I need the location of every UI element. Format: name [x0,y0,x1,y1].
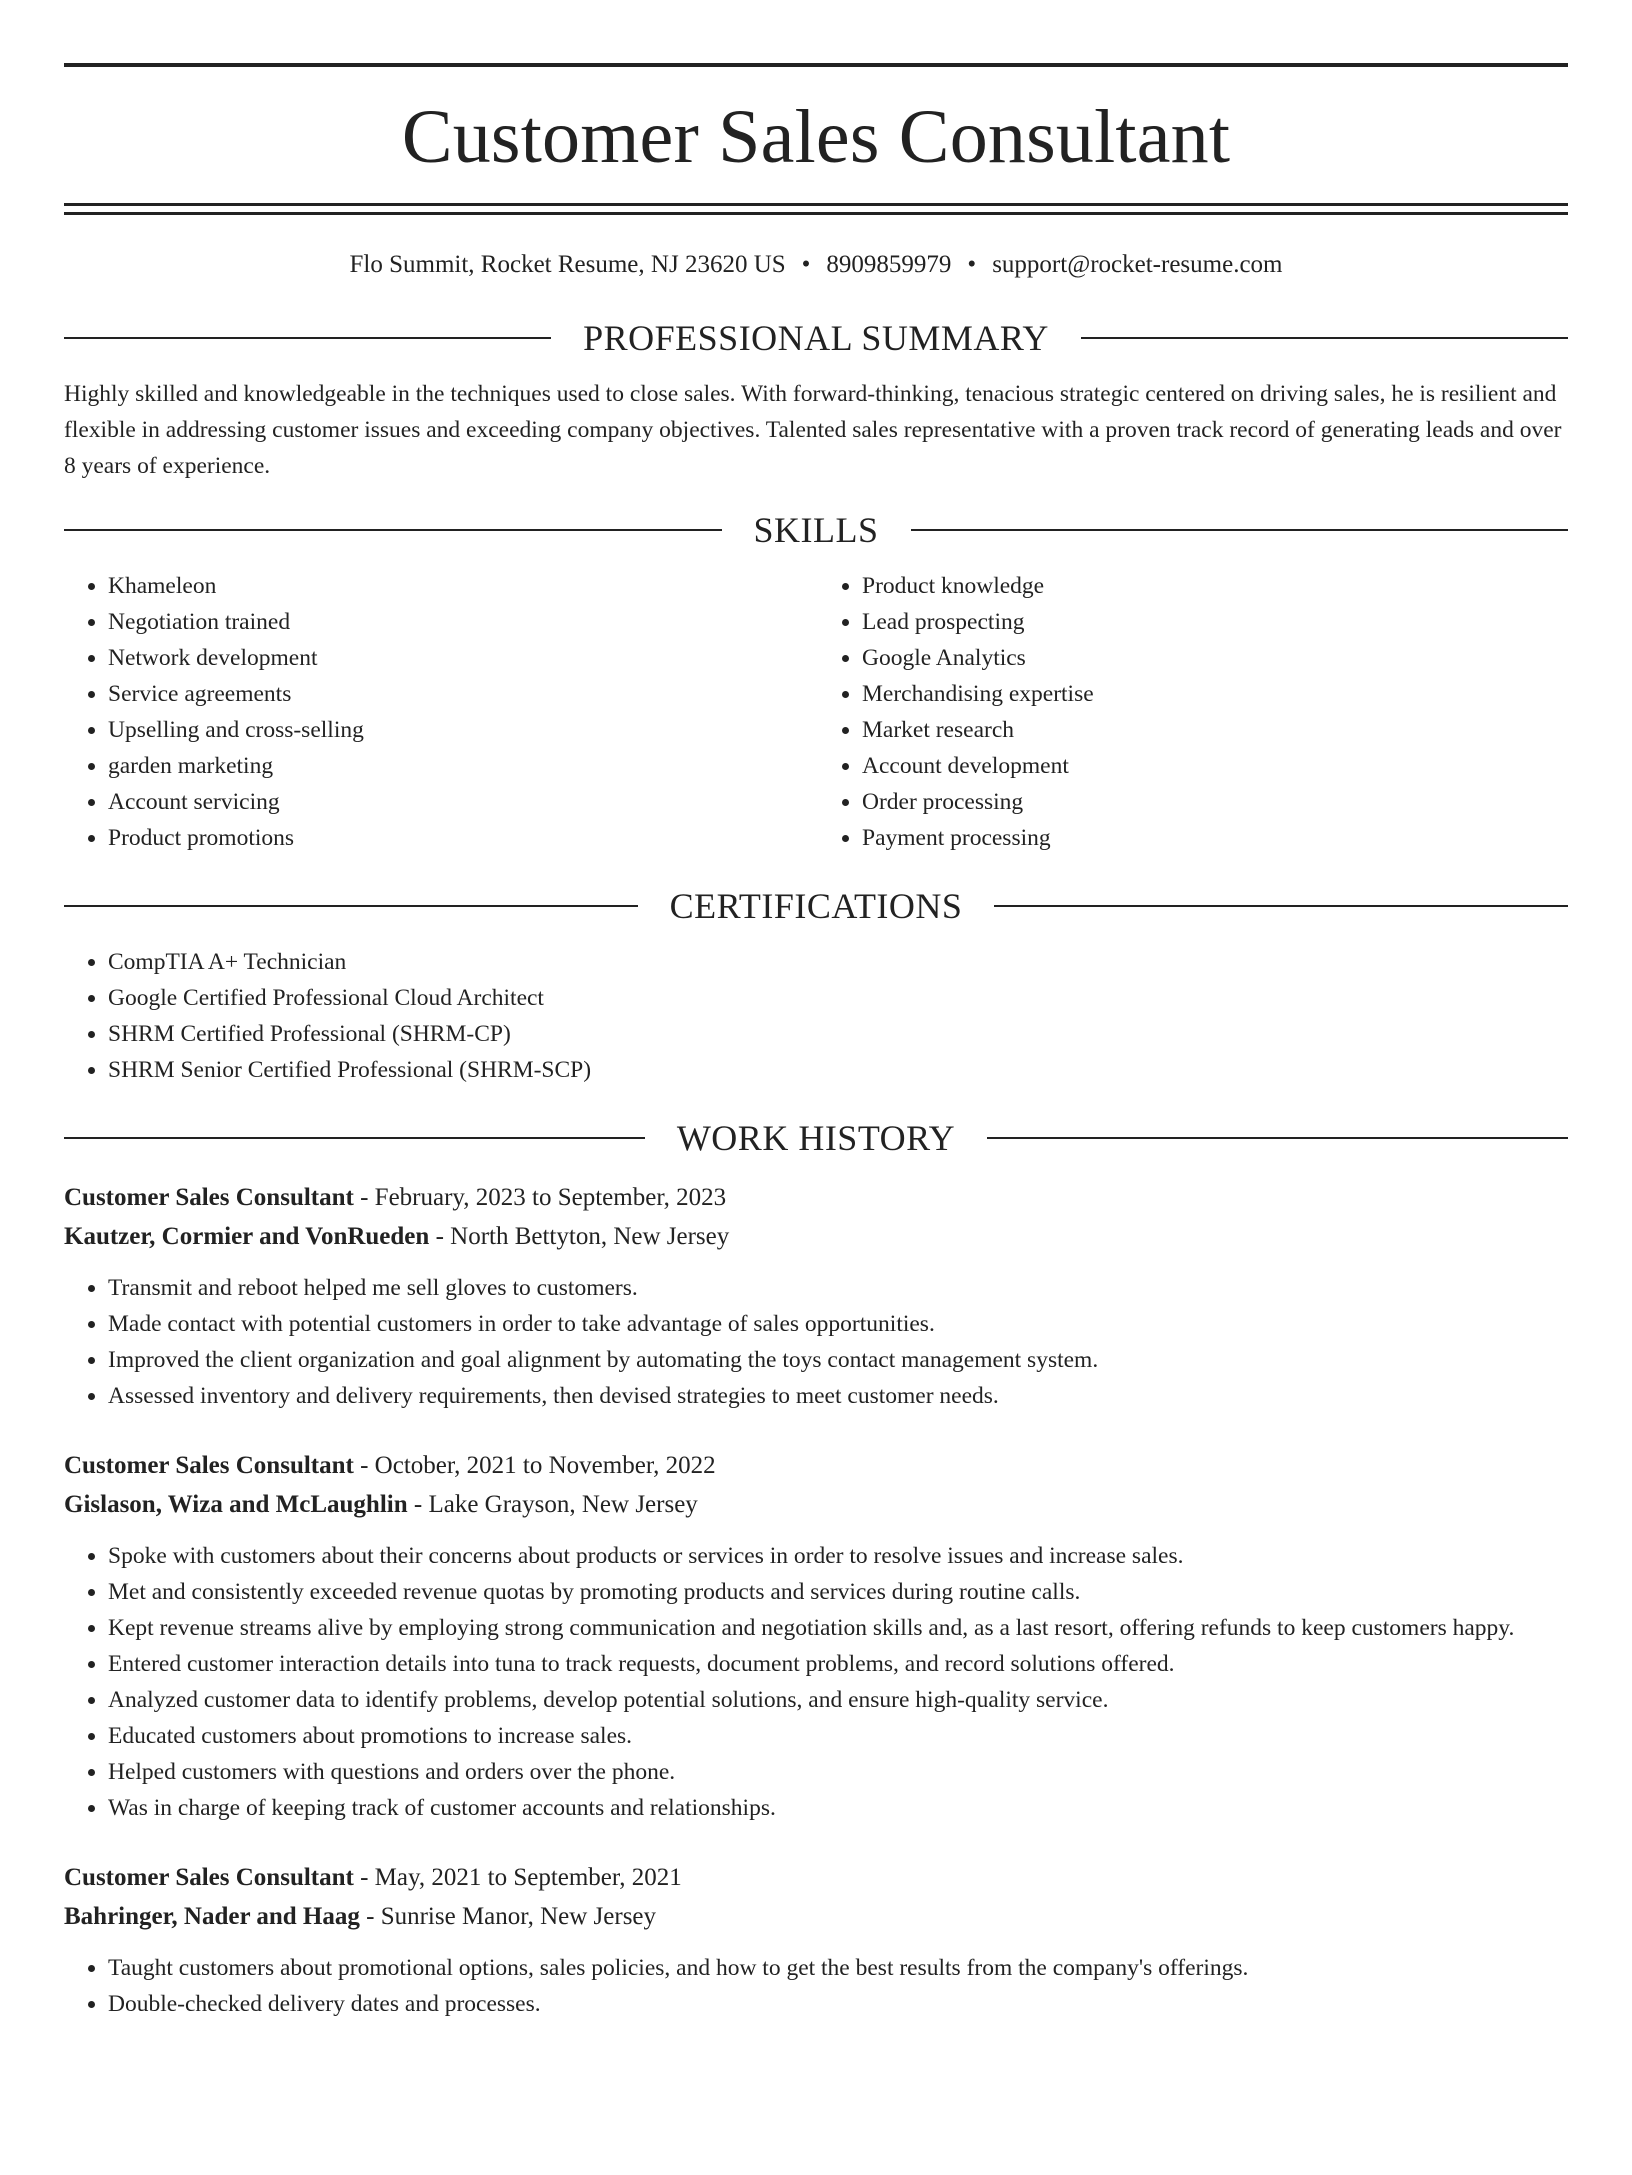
contact-phone: 8909859979 [826,251,952,278]
list-item: • Merchandising expertise [862,676,1568,712]
section-heading-summary [64,320,1568,356]
job-company-line [64,1897,1568,1936]
skills-list-left [64,568,816,856]
list-item: • Helped customers with questions and orders over the phone. [108,1754,1568,1790]
job-company: Gislason, Wiza and McLaughlin [64,1491,408,1518]
list-item: • Product knowledge [862,568,1568,604]
job-title-line [64,1446,1568,1485]
double-rule [64,203,1568,215]
heading-rule [64,1137,645,1139]
job-bullets [64,1950,1568,2022]
list-item: • Order processing [862,784,1568,820]
list-item: • Account servicing [108,784,816,820]
list-item: • SHRM Certified Professional (SHRM-CP) [108,1016,1568,1052]
heading-rule [1081,337,1568,339]
section-heading-certifications [64,888,1568,924]
list-item: • Payment processing [862,820,1568,856]
heading-rule [994,905,1568,907]
job-location: - Sunrise Manor, New Jersey [359,1903,657,1930]
list-item: • Improved the client organization and goal alignment by automating the toys contact management system. [108,1342,1568,1378]
contact-separator: • [967,251,977,278]
section-title: SKILLS [753,510,879,550]
list-item: • Service agreements [108,676,816,712]
list-item: • Entered customer interaction details into tuna to track requests, document problems, and record solutions offered. [108,1646,1568,1682]
job-company: Kautzer, Cormier and VonRueden [64,1223,430,1250]
job-company: Bahringer, Nader and Haag [64,1903,360,1930]
heading-rule [64,337,551,339]
heading-rule [64,905,638,907]
section-title: PROFESSIONAL SUMMARY [583,318,1049,358]
job-bullets [64,1270,1568,1414]
list-item: • Analyzed customer data to identify problems, develop potential solutions, and ensure high-quality service. [108,1682,1568,1718]
list-item: • Lead prospecting [862,604,1568,640]
job-company-line [64,1485,1568,1524]
job-entry [64,1446,1568,1826]
job-entry [64,1858,1568,2022]
heading-rule [987,1137,1568,1139]
section-heading-work-history [64,1120,1568,1156]
resume-page [0,63,1632,2175]
job-title-line [64,1178,1568,1217]
top-rule [64,63,1568,67]
job-dates: - October, 2021 to November, 2022 [353,1452,716,1479]
list-item: • Transmit and reboot helped me sell gloves to customers. [108,1270,1568,1306]
job-company-line [64,1217,1568,1256]
summary-text: Highly skilled and knowledgeable in the techniques used to close sales. With forward-thinking, tenacious strategic centered on driving sales, he is resilient and flexible in addressing customer issues and exceeding company objectives. Talented sales representative with a proven track record of generating leads and over 8 years of experience. [64,381,1562,479]
job-role: Customer Sales Consultant [64,1452,354,1479]
job-entry [64,1178,1568,1414]
list-item: • SHRM Senior Certified Professional (SHRM-SCP) [108,1052,1568,1088]
list-item: • Product promotions [108,820,816,856]
list-item: • Made contact with potential customers in order to take advantage of sales opportunities. [108,1306,1568,1342]
section-title: WORK HISTORY [676,1118,956,1158]
list-item: • Khameleon [108,568,816,604]
heading-rule [64,529,722,531]
list-item: • garden marketing [108,748,816,784]
resume-name: Customer Sales Consultant [401,95,1231,179]
certifications-list [64,944,1568,1088]
list-item: • Met and consistently exceeded revenue quotas by promoting products and services during routine calls. [108,1574,1568,1610]
section-heading-skills [64,512,1568,548]
job-role: Customer Sales Consultant [64,1184,354,1211]
heading-rule [911,529,1569,531]
job-role: Customer Sales Consultant [64,1864,354,1891]
list-item: • Spoke with customers about their concerns about products or services in order to resolve issues and increase sales. [108,1538,1568,1574]
list-item: • Network development [108,640,816,676]
list-item: • Assessed inventory and delivery requirements, then devised strategies to meet customer needs. [108,1378,1568,1414]
list-item: • CompTIA A+ Technician [108,944,1568,980]
skills-grid [64,568,1568,856]
contact-address: Flo Summit, Rocket Resume, NJ 23620 US [349,251,786,278]
contact-separator: • [801,251,811,278]
job-dates: - February, 2023 to September, 2023 [353,1184,727,1211]
section-title: CERTIFICATIONS [669,886,963,926]
list-item: • Account development [862,748,1568,784]
list-item: • Negotiation trained [108,604,816,640]
list-item: • Taught customers about promotional options, sales policies, and how to get the best results from the company's offerings. [108,1950,1568,1986]
list-item: • Upselling and cross-selling [108,712,816,748]
contact-email: support@rocket-resume.com [992,251,1283,278]
job-dates: - May, 2021 to September, 2021 [353,1864,682,1891]
work-history-list [64,1178,1568,2022]
list-item: • Market research [862,712,1568,748]
job-location: - North Bettyton, New Jersey [429,1223,730,1250]
job-title-line [64,1858,1568,1897]
job-location: - Lake Grayson, New Jersey [407,1491,698,1518]
list-item: • Google Certified Professional Cloud Architect [108,980,1568,1016]
list-item: • Educated customers about promotions to increase sales. [108,1718,1568,1754]
job-bullets [64,1538,1568,1826]
skills-list-right [816,568,1568,856]
list-item: • Google Analytics [862,640,1568,676]
contact-line [64,250,1568,280]
list-item: • Was in charge of keeping track of customer accounts and relationships. [108,1790,1568,1826]
list-item: • Double-checked delivery dates and processes. [108,1986,1568,2022]
list-item: • Kept revenue streams alive by employing strong communication and negotiation skills and, as a last resort, offering refunds to keep customers happy. [108,1610,1568,1646]
